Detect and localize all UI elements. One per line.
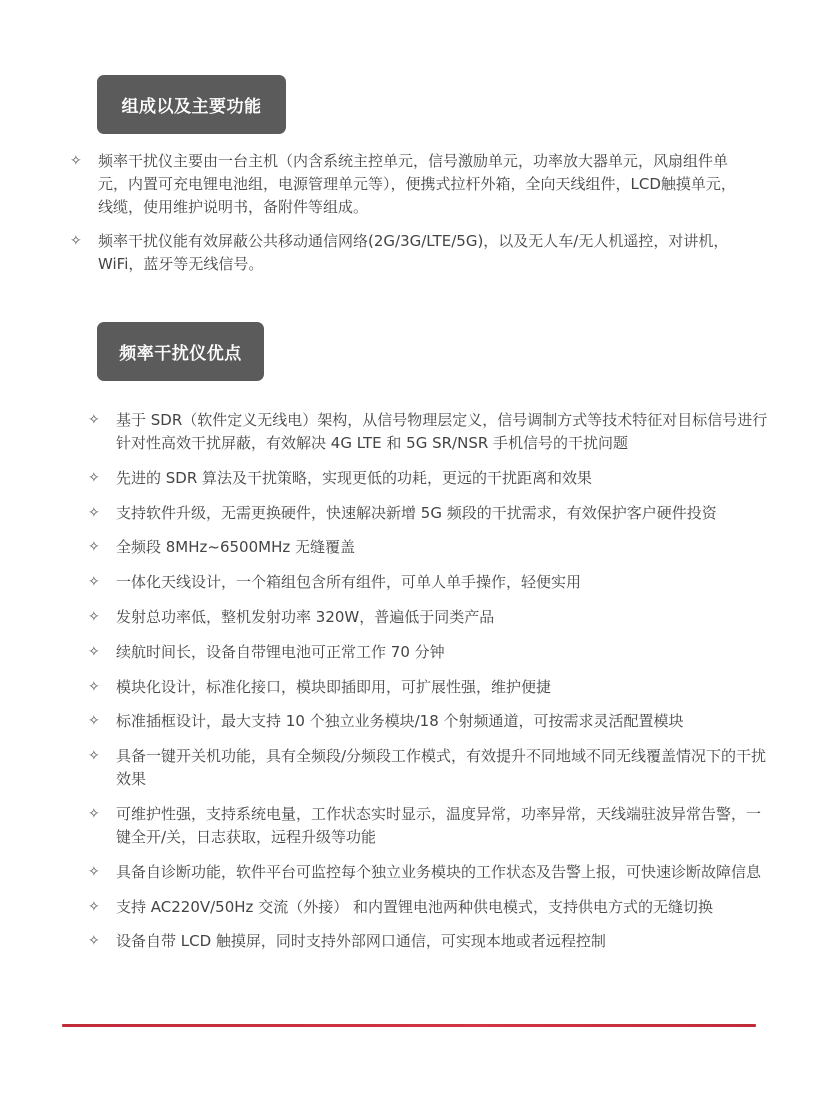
diamond-bullet-icon: ✧ [70, 233, 82, 249]
diamond-bullet-icon: ✧ [88, 713, 100, 730]
diamond-bullet-icon: ✧ [88, 643, 100, 660]
diamond-bullet-icon: ✧ [88, 469, 100, 486]
list-item-text: 全频段 8MHz~6500MHz 无缝覆盖 [116, 538, 356, 557]
list-item-text: 频率干扰仪能有效屏蔽公共移动通信网络(2G/3G/LTE/5G)，以及无人车/无人机遥控，对讲机，WiFi，蓝牙等无线信号。 [98, 232, 729, 273]
list-item [88, 676, 768, 699]
list-item-text: 基于 SDR（软件定义无线电）架构，从信号物理层定义，信号调制方式等技术特征对目标信号进行针对性高效干扰屏蔽，有效解决 4G LTE 和 5G SR/NSR 手机信号的干扰问题 [116, 411, 768, 452]
list-item [88, 571, 768, 594]
list-item-text: 标准插框设计，最大支持 10 个独立业务模块/18 个射频通道，可按需求灵活配置模块 [116, 712, 684, 731]
list-item-text: 一体化天线设计，一个箱组包含所有组件，可单人单手操作，轻便实用 [116, 573, 582, 592]
diamond-bullet-icon: ✧ [88, 678, 100, 695]
list-item-text: 模块化设计，标准化接口，模块即插即用，可扩展性强，维护便捷 [116, 677, 552, 696]
footer-divider [62, 1024, 756, 1027]
list-item-text: 先进的 SDR 算法及干扰策略，实现更低的功耗，更远的干扰距离和效果 [116, 468, 593, 487]
list-item-text: 发射总功率低，整机发射功率 320W，普遍低于同类产品 [116, 607, 495, 626]
diamond-bullet-icon: ✧ [88, 748, 100, 765]
list-item-text: 具备一键开关机功能，具有全频段/分频段工作模式，有效提升不同地域不同无线覆盖情况下的干扰效果 [116, 747, 767, 789]
diamond-bullet-icon: ✧ [88, 574, 100, 591]
list-item [88, 745, 768, 791]
diamond-bullet-icon: ✧ [88, 412, 100, 428]
list-item [70, 150, 750, 219]
diamond-bullet-icon: ✧ [88, 504, 100, 521]
section-title-advantages: 频率干扰仪优点 [97, 322, 264, 381]
list-item-text: 支持软件升级，无需更换硬件，快速解决新增 5G 频段的干扰需求，有效保护客户硬件投资 [116, 503, 717, 522]
list-item-text: 续航时间长，设备自带锂电池可正常工作 70 分钟 [116, 642, 445, 661]
list-item [70, 230, 750, 276]
list-item [88, 641, 768, 664]
diamond-bullet-icon: ✧ [70, 153, 82, 169]
diamond-bullet-icon: ✧ [88, 933, 100, 950]
diamond-bullet-icon: ✧ [88, 863, 100, 880]
list-item-text: 可维护性强，支持系统电量，工作状态实时显示，温度异常，功率异常，天线端驻波异常告警，一键全开/关，日志获取，远程升级等功能 [116, 804, 762, 846]
list-item-text: 具备自诊断功能，软件平台可监控每个独立业务模块的工作状态及告警上报，可快速诊断故障信息 [116, 862, 762, 881]
diamond-bullet-icon: ✧ [88, 898, 100, 915]
list-item [88, 502, 768, 525]
list-item-text: 频率干扰仪主要由一台主机（内含系统主控单元，信号激励单元，功率放大器单元，风扇组件单元，内置可充电锂电池组，电源管理单元等），便携式拉杆外箱，全向天线组件，LCD触摸单元，线缆，使用维护说明书，备附件等组成。 [98, 152, 736, 216]
composition-list [70, 150, 750, 287]
list-item-text: 设备自带 LCD 触摸屏，同时支持外部网口通信，可实现本地或者远程控制 [116, 932, 606, 951]
advantages-list [88, 409, 768, 965]
list-item [88, 606, 768, 629]
list-item [88, 896, 768, 919]
diamond-bullet-icon: ✧ [88, 608, 100, 625]
list-item [88, 409, 768, 455]
list-item [88, 536, 768, 559]
list-item [88, 803, 768, 849]
list-item-text: 支持 AC220V/50Hz 交流（外接） 和内置锂电池两种供电模式，支持供电方式的无缝切换 [116, 897, 713, 916]
diamond-bullet-icon: ✧ [88, 539, 100, 556]
list-item [88, 861, 768, 884]
list-item [88, 930, 768, 953]
diamond-bullet-icon: ✧ [88, 805, 100, 822]
list-item [88, 467, 768, 490]
list-item [88, 710, 768, 733]
section-title-composition: 组成以及主要功能 [97, 75, 286, 134]
